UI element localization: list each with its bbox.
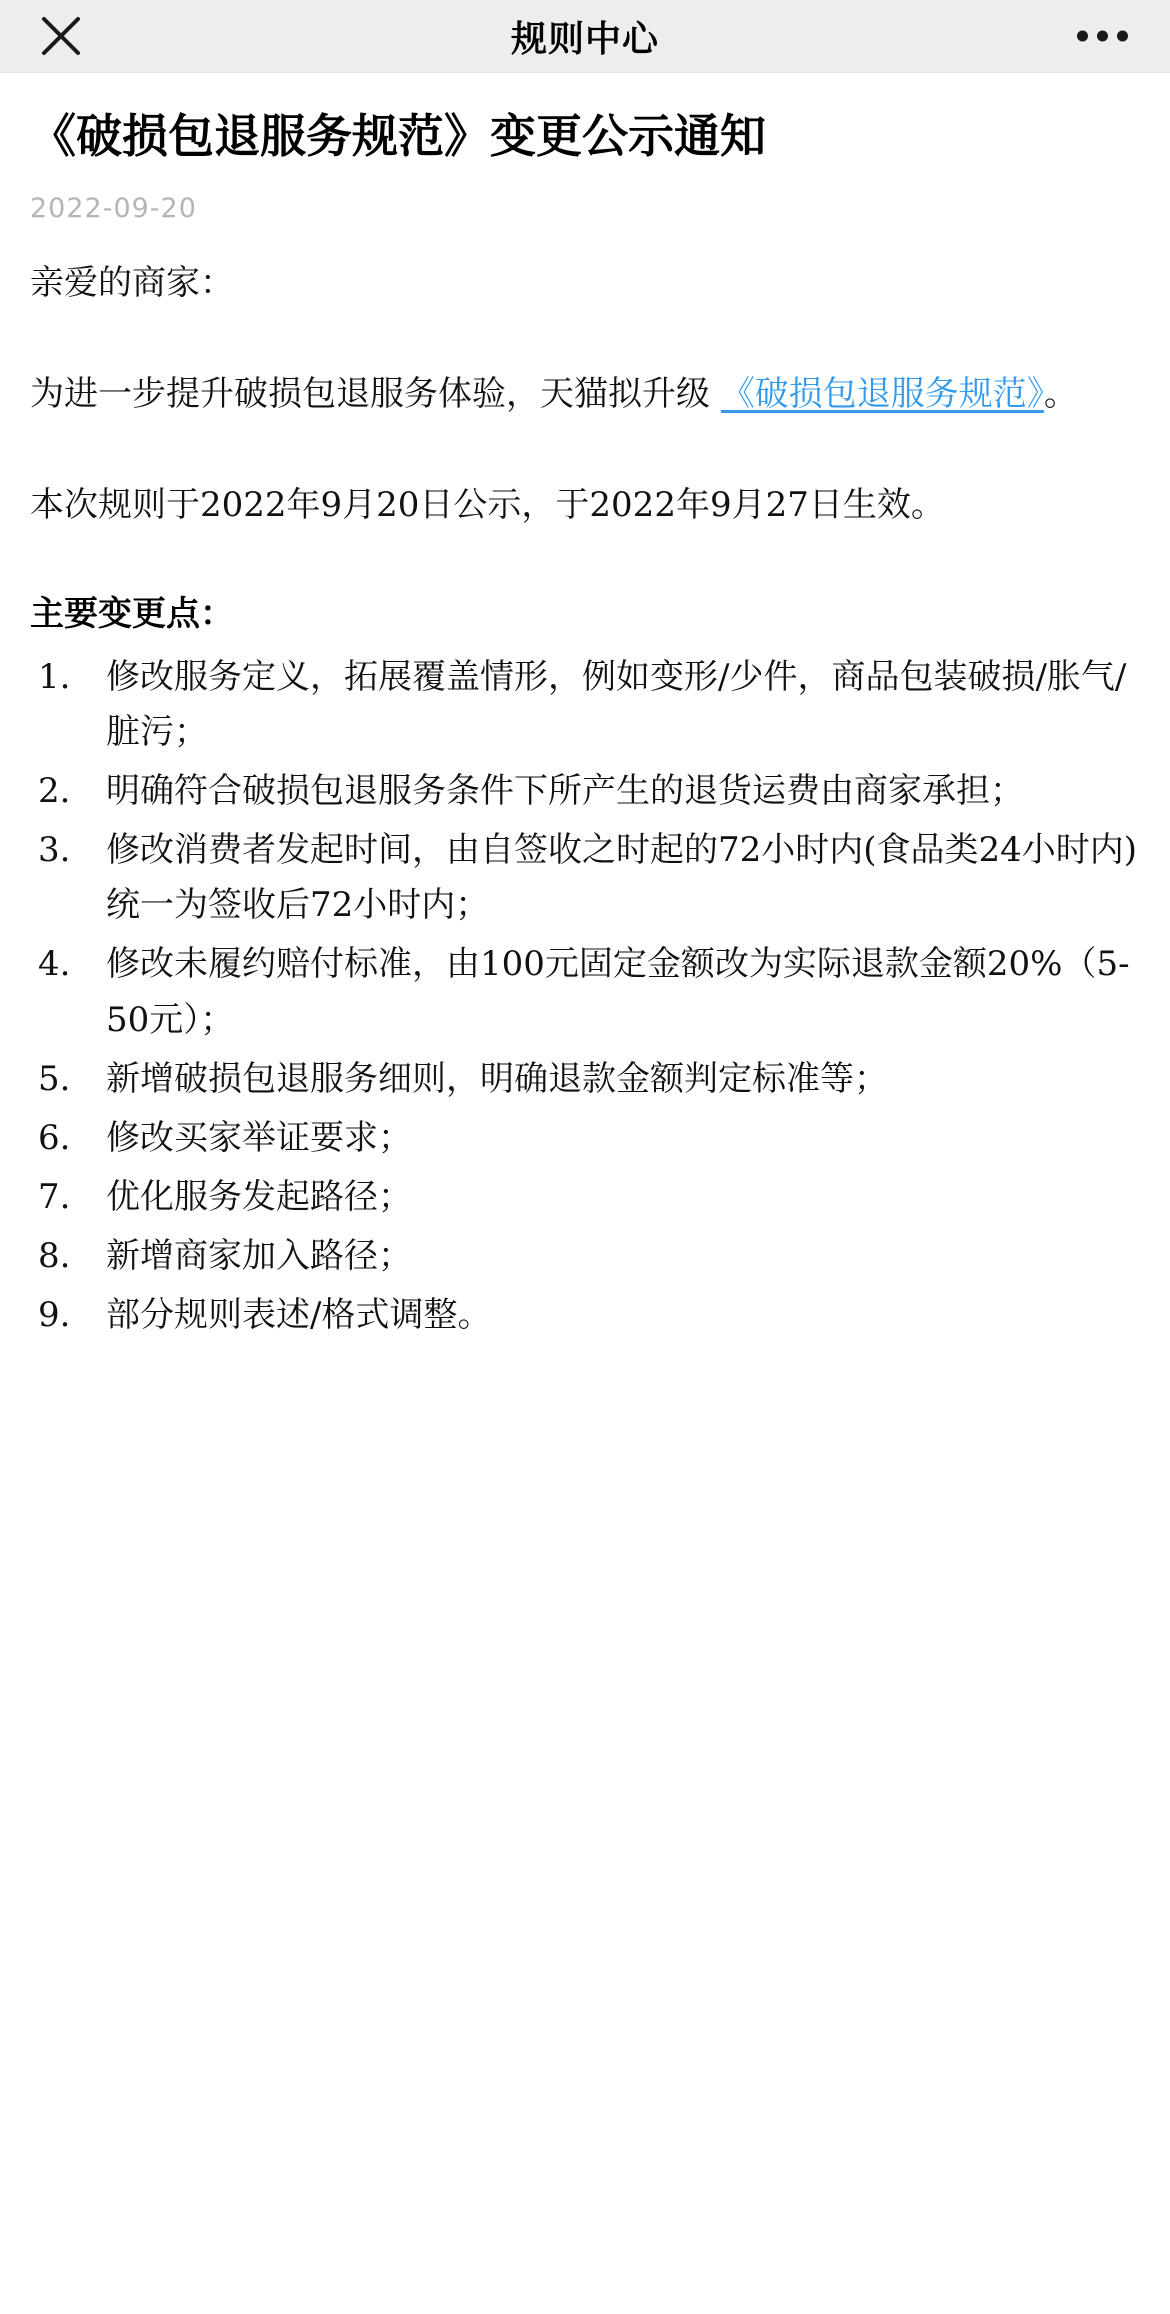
more-dot [1097,31,1108,42]
close-icon[interactable] [38,13,84,59]
list-item: 修改消费者发起时间，由自签收之时起的72小时内(食品类24小时内)统一为签收后72小时内； [106,830,1138,926]
more-dot [1077,31,1088,42]
rule-document-link[interactable]: 《破损包退服务规范》 [720,373,1044,414]
changes-heading: 主要变更点： [30,594,234,635]
publish-date: 2022-09-20 [30,192,197,224]
list-item: 修改买家举证要求； [106,1117,412,1158]
effective-notice-paragraph: 本次规则于2022年9月20日公示，于2022年9月27日生效。 [30,484,945,525]
list-item: 部分规则表述/格式调整。 [106,1294,492,1335]
list-item: 新增商家加入路径； [106,1235,412,1276]
top-navigation-bar [0,0,1170,73]
more-options-icon[interactable] [1071,21,1134,52]
list-item: 明确符合破损包退服务条件下所产生的退货运费由商家承担； [106,771,1024,812]
salutation-paragraph: 亲爱的商家： [30,262,234,303]
more-dot [1117,31,1128,42]
changes-list [30,650,1140,1343]
list-item: 新增破损包退服务细则，明确退款金额判定标准等； [106,1058,888,1099]
intro-text-before-link: 为进一步提升破损包退服务体验，天猫拟升级 [30,373,721,414]
article-container [0,73,1170,1387]
intro-text-after-link: 。 [1043,373,1078,414]
list-item: 修改未履约赔付标准，由100元固定金额改为实际退款金额20%（5-50元）； [106,944,1130,1040]
page-title: 规则中心 [510,18,659,60]
list-item: 优化服务发起路径； [106,1176,412,1217]
intro-paragraph [30,367,1140,422]
list-item: 修改服务定义，拓展覆盖情形，例如变形/少件，商品包装破损/胀气/脏污； [106,657,1127,753]
document-title: 《破损包退服务规范》变更公示通知 [30,109,766,163]
